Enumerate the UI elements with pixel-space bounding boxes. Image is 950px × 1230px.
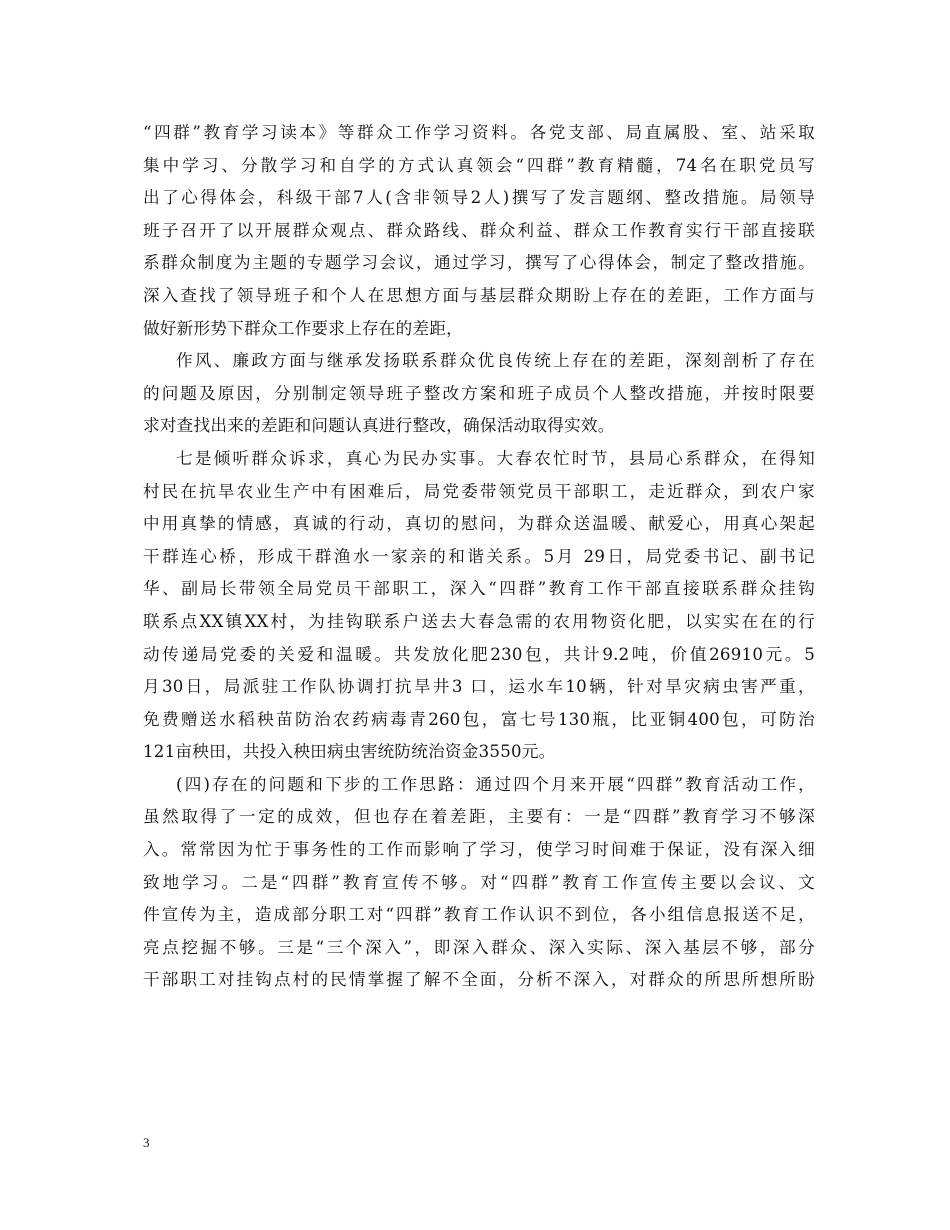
text-line: 月30日，局派驻工作队协调打抗旱井3 口，运水车10辆，针对旱灾病虫害严重， [143, 677, 815, 697]
text-line: 亮点挖掘不够。三是“三个深入”，即深入群众、深入实际、深入基层不够，部分 [143, 937, 815, 957]
text-line: 121亩秧田，共投入秧田病虫害统防统治资金3550元。 [143, 742, 556, 762]
text-line: 村民在抗旱农业生产中有困难后，局党委带领党员干部职工，走近群众，到农户家 [143, 481, 815, 501]
text-line: 入。常常因为忙于事务性的工作而影响了学习，使学习时间难于保证，没有深入细 [143, 840, 815, 860]
text-line: 联系点XX镇XX村，为挂钩联系户送去大春急需的农用物资化肥，以实实在在的行 [143, 611, 815, 631]
text-line: 虽然取得了一定的成效，但也存在着差距，主要有：一是“四群”教育学习不够深 [143, 807, 815, 827]
text-line: 深入查找了领导班子和个人在思想方面与基层群众期盼上存在的差距，工作方面与 [143, 285, 815, 305]
text-line: 作风、廉政方面与继承发扬联系群众优良传统上存在的差距，深刻剖析了存在 [176, 351, 815, 371]
text-line: 致地学习。二是“四群”教育宣传不够。对“四群”教育工作宣传主要以会议、文 [143, 872, 815, 892]
text-line: 七是倾听群众诉求，真心为民办实事。大春农忙时节，县局心系群众，在得知 [176, 448, 815, 468]
text-line: 件宣传为主，造成部分职工对“四群”教育工作认识不到位，各小组信息报送不足， [143, 905, 815, 925]
text-line: 动传递局党委的关爱和温暖。共发放化肥230包，共计9.2吨，价值26910元。5 [143, 644, 815, 664]
text-line: 班子召开了以开展群众观点、群众路线、群众利益、群众工作教育实行干部直接联 [143, 220, 815, 240]
text-line: 系群众制度为主题的专题学习会议，通过学习，撰写了心得体会，制定了整改措施。 [143, 253, 815, 273]
text-line: 集中学习、分散学习和自学的方式认真领会“四群”教育精髓，74名在职党员写 [143, 155, 815, 175]
text-line: 的问题及原因，分别制定领导班子整改方案和班子成员个人整改措施，并按时限要 [143, 383, 815, 403]
text-line: (四)存在的问题和下步的工作思路：通过四个月来开展“四群”教育活动工作， [176, 774, 815, 794]
page-number: 3 [143, 1135, 150, 1150]
text-line: 做好新形势下群众工作要求上存在的差距， [143, 318, 464, 338]
text-line: 干群连心桥，形成干群渔水一家亲的和谐关系。5月 29日，局党委书记、副书记 [143, 546, 815, 566]
text-line: 华、副局长带领全局党员干部职工，深入“四群”教育工作干部直接联系群众挂钩 [143, 579, 815, 599]
text-line: “四群”教育学习读本》等群众工作学习资料。各党支部、局直属股、室、站采取 [143, 123, 815, 142]
text-line: 求对查找出来的差距和问题认真进行整改，确保活动取得实效。 [143, 416, 615, 436]
text-line: 出了心得体会，科级干部7人(含非领导2人)撰写了发言题纲、整改措施。局领导 [143, 188, 815, 208]
text-line: 干部职工对挂钩点村的民情掌握了解不全面，分析不深入，对群众的所思所想所盼 [143, 970, 815, 990]
document-body [143, 117, 815, 997]
text-line: 中用真挚的情感，真诚的行动，真切的慰问，为群众送温暖、献爱心，用真心架起 [143, 514, 815, 534]
text-line: 免费赠送水稻秧苗防治农药病毒青260包，富七号130瓶，比亚铜400包，可防治 [143, 709, 815, 729]
